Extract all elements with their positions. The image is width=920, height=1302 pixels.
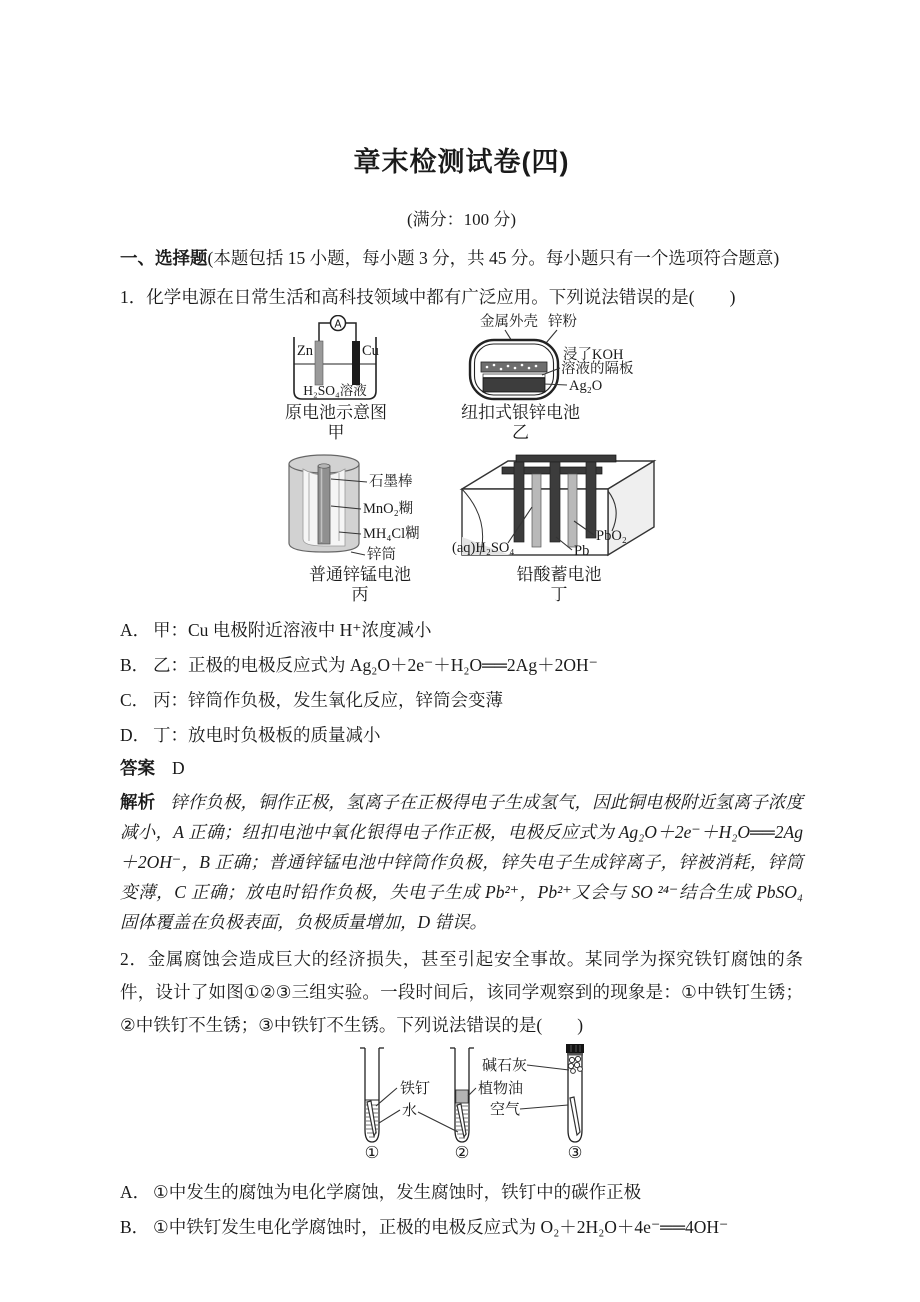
- q1-option-a: [120, 613, 803, 648]
- q1-option-d: [120, 718, 803, 753]
- answer-label: 答案: [120, 758, 155, 778]
- leader-air: [520, 1105, 568, 1109]
- busbar-back: [516, 455, 616, 462]
- zinc-can-label: 锌筒: [367, 547, 396, 563]
- option-text: 乙：正极的电极反应式为 Ag₂O＋2e⁻＋H₂O══2Ag＋2OH⁻: [153, 655, 598, 675]
- option-text: ①中发生的腐蚀为电化学腐蚀，发生腐蚀时，铁钉中的碳作正极: [153, 1182, 642, 1202]
- q1-figures-row-1: [285, 313, 803, 443]
- separator-label-line2: 溶液的隔板: [561, 361, 634, 377]
- figure-zinc-manganese-battery: [287, 453, 433, 605]
- soda-lime-label: 碱石灰: [482, 1058, 528, 1074]
- option-label: A．: [120, 1182, 151, 1202]
- figure-button-cell: [460, 313, 645, 443]
- question-2-number: 2．: [120, 949, 148, 969]
- silver-oxide-layer: [483, 378, 545, 392]
- tube3-cap-rim: [567, 1053, 583, 1056]
- leader-water-tube1: [379, 1110, 400, 1123]
- answer-value: D: [172, 758, 185, 778]
- leader-zinc-can: [351, 552, 365, 555]
- option-label: C．: [120, 690, 150, 710]
- leader-water-tube2: [418, 1112, 458, 1132]
- analysis-label: 解析: [120, 792, 156, 812]
- zn-label: Zn: [296, 343, 313, 359]
- tube2-iron-nail: [457, 1104, 466, 1137]
- speckle: [521, 364, 524, 367]
- figure-tag: 丁: [550, 585, 568, 604]
- pb-plate: [568, 474, 577, 547]
- option-label: A．: [120, 620, 151, 640]
- nail-label: 铁钉: [400, 1081, 431, 1097]
- pbo2-plate: [586, 462, 596, 538]
- metal-shell-label: 金属外壳: [480, 314, 538, 330]
- figure-galvanic-cell: [285, 315, 387, 443]
- question-2-text: 金属腐蚀会造成巨大的经济损失，甚至引起安全事故。某同学为探究铁钉腐蚀的条件，设计了如图①②③三组实验。一段时间后，该同学观察到的现象是：①中铁钉生锈；②中铁钉不生锈；③中铁钉不生锈。下列说法错误的是( ): [120, 949, 804, 1035]
- q2-option-b: [120, 1210, 803, 1245]
- figure-tag: 丙: [351, 585, 369, 604]
- zinc-electrode: [315, 341, 323, 385]
- pbo2-plate: [514, 462, 524, 542]
- wire-right: [346, 323, 357, 342]
- speckle: [528, 367, 531, 370]
- speckle: [514, 367, 517, 370]
- section-label: 一、选择题: [120, 248, 208, 268]
- leader-soda-lime: [527, 1065, 569, 1070]
- wire-left: [319, 323, 331, 342]
- option-text: 丁：放电时负极板的质量减小: [153, 725, 381, 745]
- cu-label: Cu: [362, 343, 379, 359]
- lead-acid-drawing: [450, 449, 668, 565]
- tube1-number: ①: [364, 1143, 380, 1162]
- zinc-powder-band: [481, 362, 547, 372]
- q1-answer-row: [120, 753, 803, 783]
- q1-figures-row-2: [287, 449, 803, 605]
- option-label: D．: [120, 725, 151, 745]
- dry-cell-drawing: [287, 453, 433, 565]
- question-1-stem: [120, 281, 803, 313]
- option-text: ①中铁钉发生电化学腐蚀时，正极的电极反应式为 O₂＋2H₂O＋4e⁻══4OH⁻: [153, 1217, 729, 1237]
- ammeter-label: A: [334, 318, 342, 331]
- galvanic-cell-drawing: [291, 315, 381, 403]
- q1-option-c: [120, 683, 803, 718]
- pbo2-label: PbO₂: [596, 528, 627, 544]
- question-1-text: 化学电源在日常生活和高科技领域中都有广泛应用。下列说法错误的是( ): [146, 287, 736, 307]
- separator-label-line1: 浸了KOH: [563, 347, 624, 363]
- figure-tag: 乙: [512, 423, 529, 442]
- figure-caption: 纽扣式银锌电池: [461, 403, 580, 422]
- tube2-number: ②: [454, 1143, 470, 1162]
- option-text: 甲：Cu 电极附近溶液中 H⁺浓度减小: [153, 620, 432, 640]
- page-content: [120, 140, 803, 1245]
- figure-tag: 甲: [327, 423, 345, 442]
- speckle: [500, 368, 503, 371]
- nh4cl-label: MH₄Cl糊: [363, 526, 420, 542]
- copper-electrode: [352, 341, 360, 385]
- figure-lead-acid-battery: [450, 449, 668, 605]
- speckle: [493, 364, 496, 367]
- speckle: [535, 365, 538, 368]
- q1-options: [120, 613, 803, 753]
- solution-label: H₂SO₄溶液: [303, 383, 367, 398]
- mno2-label: MnO₂糊: [363, 501, 414, 517]
- tube2-oil-layer: [456, 1090, 468, 1103]
- rod-top: [318, 464, 330, 468]
- graphite-label: 石墨棒: [369, 474, 413, 490]
- zinc-powder-label: 锌粉: [548, 314, 577, 330]
- pb-label: Pb: [574, 543, 590, 559]
- speckle: [486, 366, 489, 369]
- test-tubes-drawing: [330, 1044, 612, 1162]
- water-label: 水: [402, 1103, 418, 1119]
- q2-option-a: [120, 1175, 803, 1210]
- pb-plate: [532, 474, 541, 547]
- button-cell-drawing: [460, 313, 645, 403]
- question-2-stem: [120, 943, 803, 1042]
- option-label: B．: [120, 1217, 150, 1237]
- speckle: [507, 365, 510, 368]
- page-title: 章末检测试卷(四): [353, 147, 570, 177]
- option-text: 丙：锌筒作负极，发生氧化反应，锌筒会变薄: [153, 690, 503, 710]
- air-label: 空气: [490, 1102, 521, 1118]
- soda-lime-granules: [568, 1056, 582, 1073]
- q2-figure-test-tubes: [330, 1044, 803, 1167]
- q2-options: [120, 1175, 803, 1245]
- section-desc: (本题包括 15 小题，每小题 3 分，共 45 分。每小题只有一个选项符合题意): [207, 248, 780, 268]
- tube3-number: ③: [567, 1143, 583, 1162]
- analysis-text: 锌作负极，铜作正极，氢离子在正极得电子生成氢气，因此铜电极附近氢离子浓度减小，A 正确；纽扣电池中氧化银得电子作正极，电极反应式为 Ag₂O＋2e⁻＋H₂O══2Ag＋2OH⁻，B 正确；普通锌锰电池中锌筒作负极，锌失电子生成锌离子，锌被消耗，锌筒变薄，C 正确；放电时铅作负极，失电子生成 Pb²⁺，Pb²⁺又会与 SO ²⁴⁻结合生成 PbSO₄ 固体覆盖在负极表面，负极质量增加，D 错误。: [120, 792, 804, 932]
- option-label: B．: [120, 655, 150, 675]
- tube3-cap: [566, 1044, 584, 1053]
- q1-option-b: [120, 648, 803, 683]
- graphite-rod: [318, 466, 330, 544]
- figure-caption: 普通锌锰电池: [309, 565, 411, 584]
- ag2o-label: Ag₂O: [569, 378, 603, 394]
- tube3-iron-nail: [570, 1097, 580, 1135]
- question-1-number: 1．: [120, 287, 147, 307]
- figure-caption: 原电池示意图: [285, 403, 387, 422]
- separator-board: [483, 374, 545, 378]
- pbo2-plate: [550, 462, 560, 542]
- q1-analysis: [120, 787, 803, 937]
- acid-label: (aq)H₂SO₄: [452, 540, 515, 556]
- section-heading: [120, 243, 803, 273]
- figure-caption: 铅酸蓄电池: [516, 565, 602, 584]
- tube1-iron-nail: [367, 1101, 376, 1136]
- oil-label: 植物油: [478, 1081, 524, 1097]
- full-score-note: (满分：100 分): [406, 210, 517, 229]
